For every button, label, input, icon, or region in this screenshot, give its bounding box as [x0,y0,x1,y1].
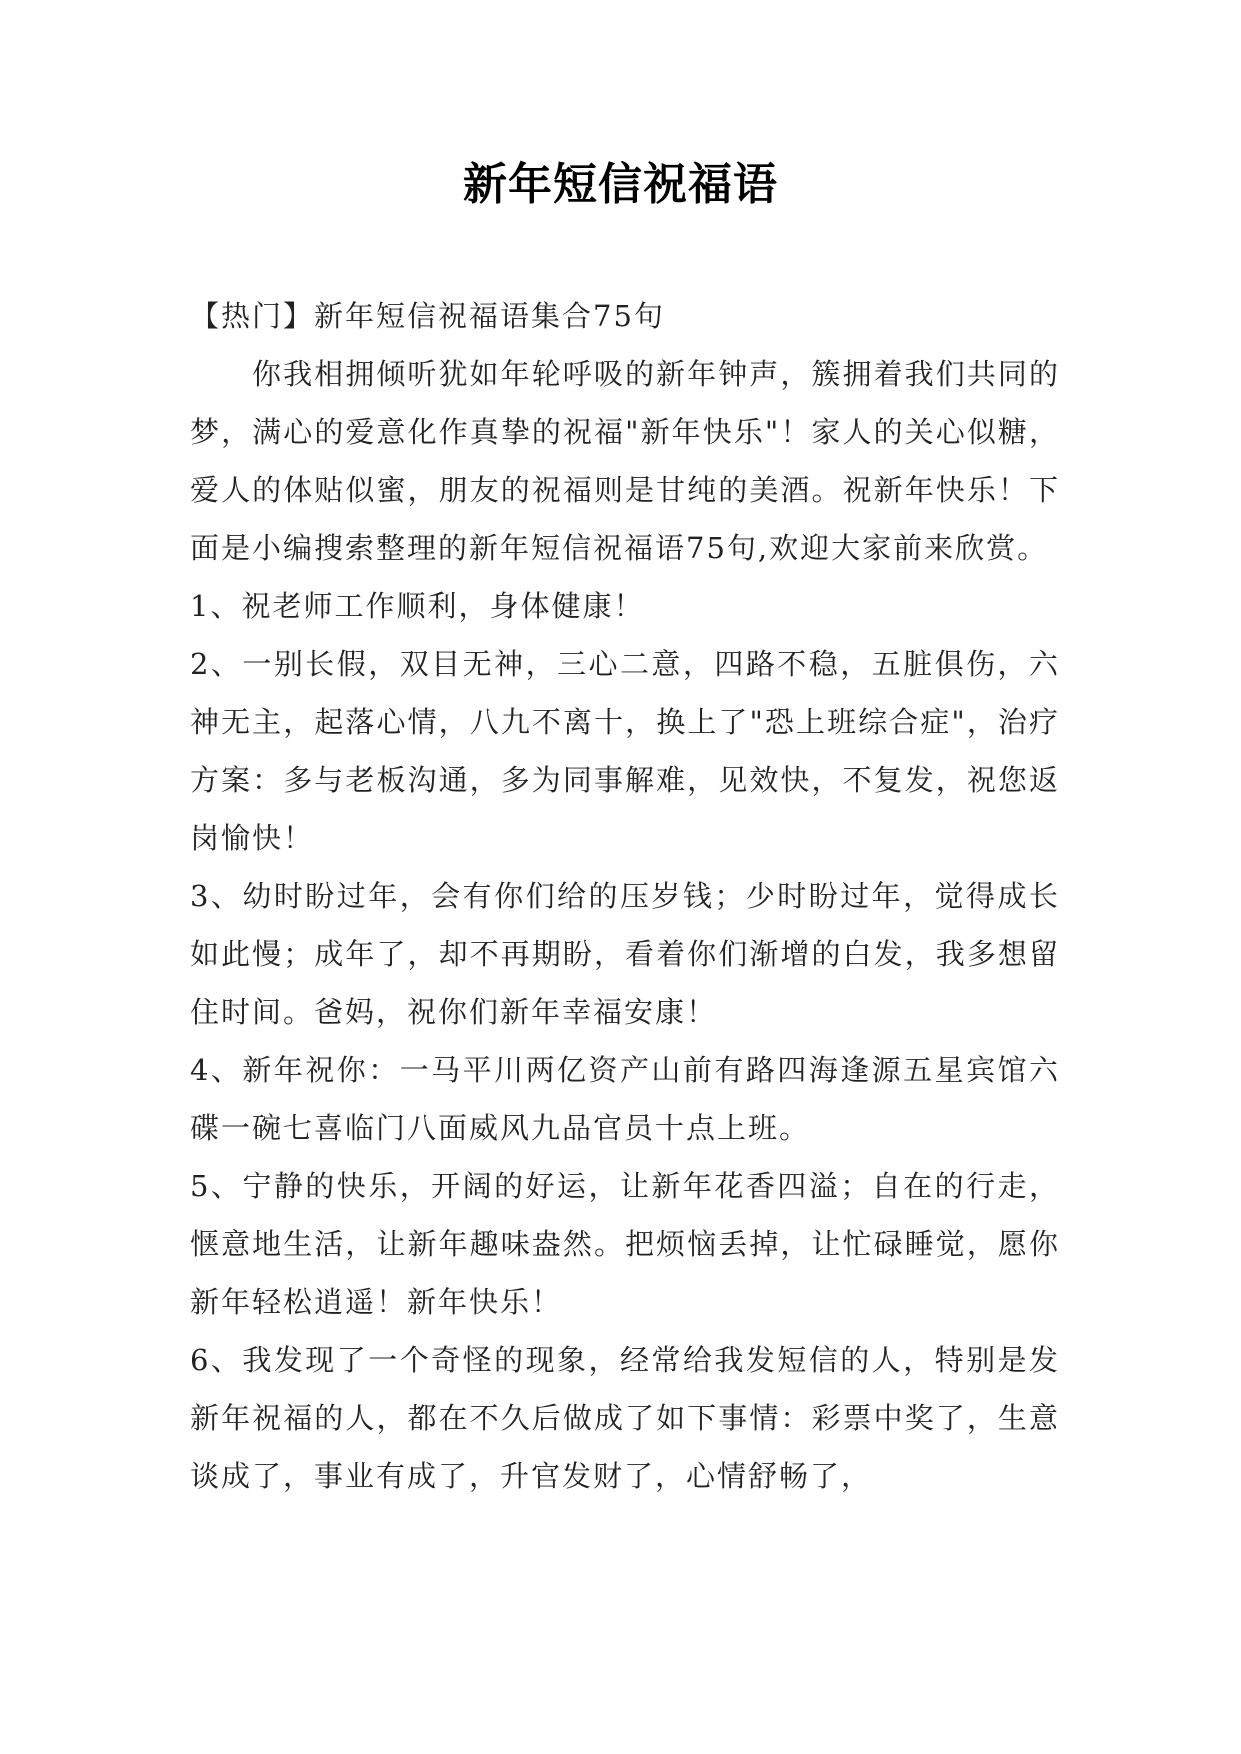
list-item-5: 5、宁静的快乐，开阔的好运，让新年花香四溢；自在的行走，惬意地生活，让新年趣味盎然。把烦恼丢掉，让忙碌睡觉，愿你新年轻松逍遥！新年快乐！ [190,1169,1060,1319]
list-item-6: 6、我发现了一个奇怪的现象，经常给我发短信的人，特别是发新年祝福的人，都在不久后做成了如下事情：彩票中奖了，生意谈成了，事业有成了，升官发财了，心情舒畅了， [190,1343,1060,1493]
subtitle-paragraph: 【热门】新年短信祝福语集合75句 [190,299,665,333]
list-item-4: 4、新年祝你：一马平川两亿资产山前有路四海逢源五星宾馆六碟一碗七喜临门八面威风九品官员十点上班。 [190,1053,1060,1145]
list-item-2: 2、一别长假，双目无神，三心二意，四路不稳，五脏俱伤，六神无主，起落心情，八九不离十，换上了"恐上班综合症"，治疗方案：多与老板沟通，多为同事解难，见效快，不复发，祝您返岗愉快！ [190,647,1060,855]
list-item-1: 1、祝老师工作顺利，身体健康！ [190,589,645,623]
document-body [190,287,1060,1505]
intro-paragraph: 你我相拥倾听犹如年轮呼吸的新年钟声，簇拥着我们共同的梦，满心的爱意化作真挚的祝福"新年快乐"！家人的关心似糖，爱人的体贴似蜜，朋友的祝福则是甘纯的美酒。祝新年快乐！下面是小编搜索整理的新年短信祝福语75句,欢迎大家前来欣赏。 [190,357,1060,565]
list-item-3: 3、幼时盼过年，会有你们给的压岁钱；少时盼过年，觉得成长如此慢；成年了，却不再期盼，看着你们渐增的白发，我多想留住时间。爸妈，祝你们新年幸福安康！ [190,879,1060,1029]
document-title: 新年短信祝福语 [463,159,778,210]
